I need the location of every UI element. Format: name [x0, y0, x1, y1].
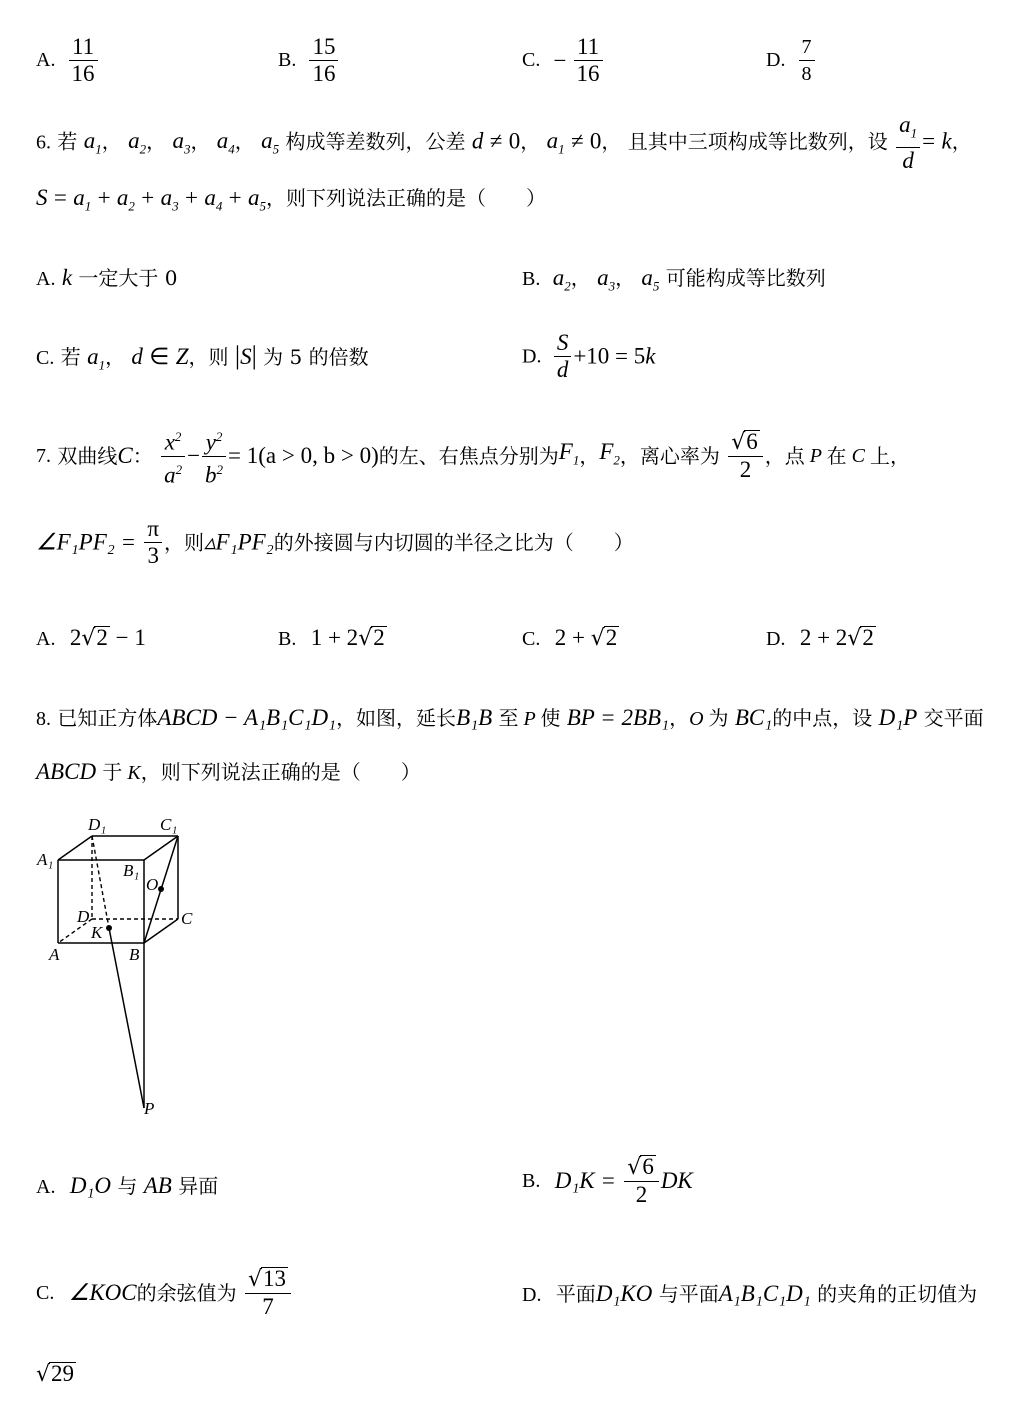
- q7-eccentricity-fraction: $\frac{√6}{2}$: [728, 429, 763, 483]
- edge-c-b: [144, 919, 178, 943]
- label-o: O: [146, 875, 159, 894]
- q5-option-a: A. $\frac{11}{16}$: [36, 34, 100, 87]
- q8-option-d-continuation: √29: [36, 1361, 75, 1387]
- label-d1: D₁: [88, 815, 107, 834]
- q6-stem-line1: 6. 若 $a_1$， $a_2$， $a_3$， $a_4$， $a_5$ 构成等差数列，公差 d ≠ 0， $a_1 \ne 0$， 且其中三项构成等比数列，设 $\frac{a_1}{d}$ = k，: [36, 112, 972, 173]
- q8-option-b: B. D₁K = $\frac{√6}{2}$ DK: [522, 1154, 693, 1207]
- q8-b-fraction: $\frac{√6}{2}$: [624, 1154, 659, 1208]
- label-c: C: [181, 909, 193, 928]
- point-k: [106, 925, 112, 931]
- label-a1: A₁: [37, 850, 54, 869]
- q8-c-fraction: $\frac{√13}{7}$: [245, 1266, 291, 1320]
- q8-stem-line1: 8. 已知正方体ABCD − A₁B₁C₁D₁，如图，延长B₁B 至 P 使 BP = 2BB₁，O 为 BC₁的中点，设 D₁P 交平面: [36, 705, 984, 730]
- q7-option-c: C. 2 + √2: [522, 625, 618, 651]
- q6-option-a: A. k 一定大于 0: [36, 265, 178, 290]
- q7-angle-fraction: $\frac{\pi}{3}$: [144, 516, 162, 569]
- edge-c1-b1: [144, 836, 178, 860]
- label-k: K: [91, 923, 103, 942]
- q7-stem-line1: 7. 双曲线C： $\frac{x^2}{a^2}$ − $\frac{y^2}{b^2}$ = 1(a > 0, b > 0)的左、右焦点分别为$F_1$，$F_2$，离心率为 $\frac{√6}{2}$ ，点 P 在 C 上，: [36, 424, 910, 488]
- q6-option-d: D. $\frac{S}{d}$ +10 = 5k: [522, 330, 656, 382]
- q8-option-c: C. ∠KOC的余弦值为 $\frac{√13}{7}$: [36, 1266, 293, 1320]
- point-o: [158, 886, 164, 892]
- q7-x-fraction: $\frac{x^2}{a^2}$: [161, 424, 185, 488]
- q5-d-fraction: $\frac{7}{8}$: [799, 34, 815, 87]
- q5-option-d: D. $\frac{7}{8}$: [766, 34, 817, 87]
- q5-a-fraction: $\frac{11}{16}$: [69, 34, 98, 87]
- label-a: A: [49, 945, 60, 964]
- q8-cube-figure: [30, 810, 220, 1120]
- q7-option-b: B. 1 + 2√2: [278, 625, 385, 651]
- q6-d-fraction: $\frac{S}{d}$: [554, 330, 572, 383]
- label-b1: B₁: [123, 861, 140, 880]
- q6-stem-line2: $S = a_1 + a_2 + a_3 + a_4 + a_5$，则下列说法正确的是（ ）: [36, 185, 547, 214]
- q8-option-d: D. 平面D₁KO 与平面A₁B₁C₁D₁ 的夹角的正切值为: [522, 1281, 978, 1306]
- q7-stem-line2: ∠F₁PF₂ = $\frac{\pi}{3}$ ，则▵F₁PF₂的外接圆与内切圆的半径之比为（ ）: [36, 516, 634, 568]
- q6-option-c: C. 若 $a_1$， d ∈ Z，则 |S| 为 5 的倍数: [36, 341, 369, 373]
- q5-option-c: C. − $\frac{11}{16}$: [522, 34, 605, 87]
- q5-option-b: B. $\frac{15}{16}$: [278, 34, 340, 87]
- q6-k-fraction: $\frac{a_1}{d}$: [896, 112, 920, 174]
- label-b: B: [129, 945, 140, 964]
- q7-option-d: D. 2 + 2√2: [766, 625, 874, 651]
- edge-a1-d1: [58, 836, 92, 860]
- q7-option-a: A. 2√2 − 1: [36, 625, 146, 651]
- q5-b-fraction: $\frac{15}{16}$: [309, 34, 338, 87]
- label-c1: C₁: [160, 815, 178, 834]
- q8-stem-line2: ABCD 于 K，则下列说法正确的是（ ）: [36, 759, 421, 784]
- q8-option-a: A. D₁O 与 AB 异面: [36, 1173, 219, 1198]
- label-d: D: [77, 907, 90, 926]
- q6-option-b: B. $a_2$， $a_3$， $a_5$ 可能构成等比数列: [522, 265, 826, 294]
- q5-c-fraction: $\frac{11}{16}$: [574, 34, 603, 87]
- q7-y-fraction: $\frac{y^2}{b^2}$: [202, 424, 226, 488]
- label-p: P: [144, 1099, 155, 1118]
- hidden-d1-k: [92, 836, 109, 928]
